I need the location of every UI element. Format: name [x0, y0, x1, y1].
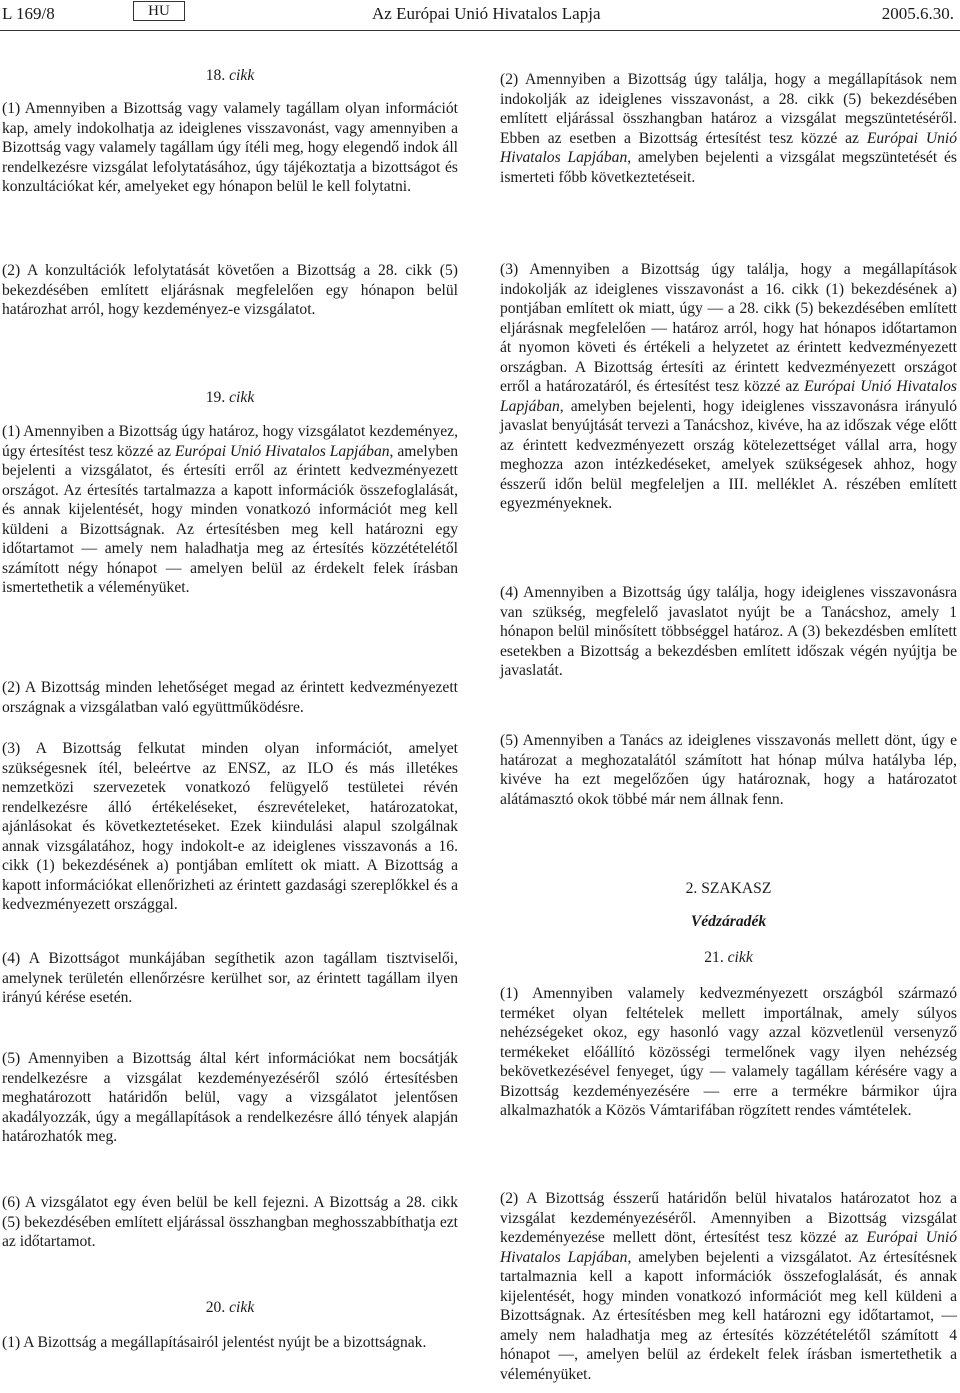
- article-19-heading: [2, 388, 458, 408]
- article-number: 19.: [205, 389, 226, 406]
- art19-para-5: (5) Amennyiben a Bizottság által kért információkat nem bocsátják rendelkezésre a vizsgálat kezdeményezéséről szóló értesítésben meghatározott határidőn belül, vagy a vizsgálatot jelentősen akadályozzák, úgy a megállapítások a rendelkezésre álló tények alapján határozhatók meg.: [2, 1050, 458, 1145]
- text-run: (2) A Bizottság ésszerű határidőn belül hivatalos határozatot hoz a vizsgálat kezdeményezéséről. Amennyiben a Bizottság vizsgálat kezdeményezése mellett dönt, értesítést tesz közzé az: [500, 1190, 957, 1246]
- article-20-heading: [2, 1298, 458, 1318]
- article-number: 20.: [205, 1299, 226, 1316]
- article-21-heading: [500, 948, 957, 968]
- art20-para-2: [500, 70, 957, 187]
- text-run: , amelyben bejelenti a vizsgálatot. Az értesítésnek tartalmaznia kell a kapott információk összefoglalását, és annak kijelentését, hogy minden vonatkozó információt meg kell küldeni a Bizottságnak. Az értesítésben meg kell határozni egy időtartamot, — amely nem haladhatja meg az értesítés közzétételétől számított 4 hónapot —, amelyen belül az érdekelt felek írásban ismertethetik a véleményüket.: [500, 1248, 957, 1383]
- art19-para-2: (2) A Bizottság minden lehetőséget megad az érintett kedvezményezett országnak a vizsgálatban való együttműködésre.: [2, 679, 458, 716]
- text-run: , amelyben bejelenti a vizsgálatot, és értesíti erről az érintett kedvezményezett országot. Az értesítés tartalmazza a kapott információk összefoglalását, és annak kijelentését, hogy minden vonatkozó információt meg kell küldeni a Bizottságnak. Az értesítésben meg kell határozni egy időtartamot — amely nem haladhatja meg az értesítés közzétételétől számított négy hónapot — amelyen belül az érdekelt felek írásban ismertethetik a véleményüket.: [2, 442, 459, 596]
- header-rule: [0, 30, 960, 31]
- article-word: cikk: [727, 949, 753, 966]
- text-run: (3) Amennyiben a Bizottság úgy találja, hogy a megállapítások indokolják az ideiglenes visszavonást a 16. cikk (1) bekezdésének a) pontjában említett ok miatt, úgy — a 28. cikk (5) bekezdésében említett eljárásnak megfelelően — határoz arról, hogy hat hónapos időtartamon át nyomon követi és értékeli a helyzetet az érintett kedvezményezett országban. A Bizottság értesíti az érintett kedvezményezett országot erről a határozatáról, és értesítést tesz közzé az: [500, 261, 957, 395]
- page-reference: L 169/8: [2, 4, 55, 23]
- art20-para-3: [500, 260, 957, 514]
- art19-para-6: (6) A vizsgálatot egy éven belül be kell fejezni. A Bizottság a 28. cikk (5) bekezdésében említett eljárással összhangban meghosszabbíthatja ezt az időtartamot.: [2, 1194, 458, 1250]
- art20-para-1: (1) A Bizottság a megállapításairól jelentést nyújt be a bizottságnak.: [2, 1334, 427, 1351]
- journal-ref-italic: Európai Unió Hivatalos Lapjában: [500, 378, 957, 415]
- article-word: cikk: [229, 67, 255, 84]
- journal-ref-italic: Európai Unió Hivatalos Lapjában: [500, 1229, 957, 1266]
- journal-title: Az Európai Unió Hivatalos Lapja: [372, 4, 601, 23]
- art18-para-2: (2) A konzultációk lefolytatását követően a Bizottság a 28. cikk (5) bekezdésében említett eljárásnak megfelelően egy hónapon belül határozhat arról, hogy kezdeményez-e vizsgálatot.: [2, 262, 458, 318]
- art20-para-4: (4) Amennyiben a Bizottság úgy találja, hogy ideiglenes visszavonásra van szükség, megfelelő javaslatot nyújt be a Tanácshoz, amely 1 hónapon belül minősített többséggel határoz. A (3) bekezdésben említett esetekben a Bizottság a bekezdésben említett időszak végén nyújtja be javaslatát.: [500, 584, 957, 679]
- art19-para-1: [2, 422, 458, 598]
- text-run: , amelyben bejelenti a vizsgálat megszüntetését és ismerteti főbb következtetéseit.: [500, 149, 957, 186]
- article-word: cikk: [229, 389, 255, 406]
- text-run: (2) Amennyiben a Bizottság úgy találja, hogy a megállapítások nem indokolják az ideiglenes visszavonást, a 28. cikk (5) bekezdésében említett eljárással összhangban határoz a vizsgálat megszüntetéséről. Ebben az esetben a Bizottság értesítést tesz közzé az: [500, 71, 957, 147]
- art20-para-5: (5) Amennyiben a Tanács az ideiglenes visszavonás mellett dönt, úgy e határozat a meghozatalától számított hat hónap múlva hatályba lép, kivéve ha ezt megelőzően úgy határoznak, hogy a határozatot alátámasztó okok többé már nem állnak fenn.: [500, 732, 957, 808]
- art21-para-2: [500, 1189, 957, 1384]
- text-run: (1) Amennyiben a Bizottság úgy határoz, hogy vizsgálatot kezdeményez, úgy értesítést tesz közzé az: [2, 423, 458, 460]
- article-word: cikk: [229, 1299, 255, 1316]
- journal-ref-italic: Európai Unió Hivatalos Lapjában: [500, 129, 958, 166]
- text-run: , amelyben bejelenti, hogy ideiglenes visszavonásra irányuló javaslat benyújtását tervezi a Tanácshoz, kivéve, ha az időszak vége előtt az érintett kedvezményezett ország kötelezettséget vállal arra, hogy meghozza azon intézkedéseket, amelyek szükségesek ahhoz, hogy ésszerű időn belül megfeleljen a III. melléklet A. részében említett egyezményeknek.: [500, 397, 957, 512]
- art19-para-3: (3) A Bizottság felkutat minden olyan információt, amelyet szükségesnek ítél, beleértve az ENSZ, az ILO és más illetékes nemzetközi szervezetek vonatkozó felügyelő testületei révén rendelkezésre álló értékeléseket, észrevételeket, határozatokat, ajánlásokat és következtetéseket. Ezek kiindulási alapul szolgálnak annak vizsgálatához, hogy indokolt-e az ideiglenes visszavonás a 16. cikk (1) bekezdésének a) pontjában említett ok miatt. A Bizottság a kapott információkat ellenőrizheti az érintett gazdasági szereplőkkel és a kedvezményezett országgal.: [2, 740, 458, 913]
- article-18-heading: [2, 66, 458, 86]
- language-badge: HU: [133, 1, 185, 21]
- section-number: 2. SZAKASZ: [685, 880, 772, 897]
- art21-para-1: (1) Amennyiben valamely kedvezményezett országból származó terméket olyan feltételek mellett importálnak, amely súlyos nehézségeket okoz, egy hasonló vagy azzal közvetlenül versenyző termékeket előállító közösségi termelőnek vagy ilyen nehézség bekövetkezésével fenyeget, úgy — valamely tagállam kérésére vagy a Bizottság kezdeményezésére — erre a termékre bármikor újra alkalmazhatók a Közös Vámtarifában rögzített rendes vámtételek.: [500, 985, 957, 1119]
- art19-para-4: (4) A Bizottságot munkájában segíthetik azon tagállam tisztviselői, amelynek területén ellenőrzésre kerülhet sor, az érintett tagállam ilyen irányú kérése esetén.: [2, 950, 458, 1006]
- publication-date: 2005.6.30.: [881, 4, 954, 23]
- section-title: Védzáradék: [690, 913, 767, 930]
- page-header: [0, 0, 960, 30]
- art18-para-1: (1) Amennyiben a Bizottság vagy valamely tagállam olyan információt kap, amely indokolhatja az ideiglenes visszavonást, vagy amennyiben a Bizottság vagy valamely tagállam úgy ítéli meg, hogy elegendő indok áll rendelkezésre vizsgálat lefolytatásához, úgy tájékoztatja a bizottságot és konzultációkat kér, amelyeket egy hónapon belül le kell folytatni.: [2, 100, 459, 195]
- article-number: 21.: [704, 949, 724, 966]
- article-number: 18.: [205, 67, 226, 84]
- journal-ref-italic: Európai Unió Hivatalos Lapjában: [174, 442, 390, 460]
